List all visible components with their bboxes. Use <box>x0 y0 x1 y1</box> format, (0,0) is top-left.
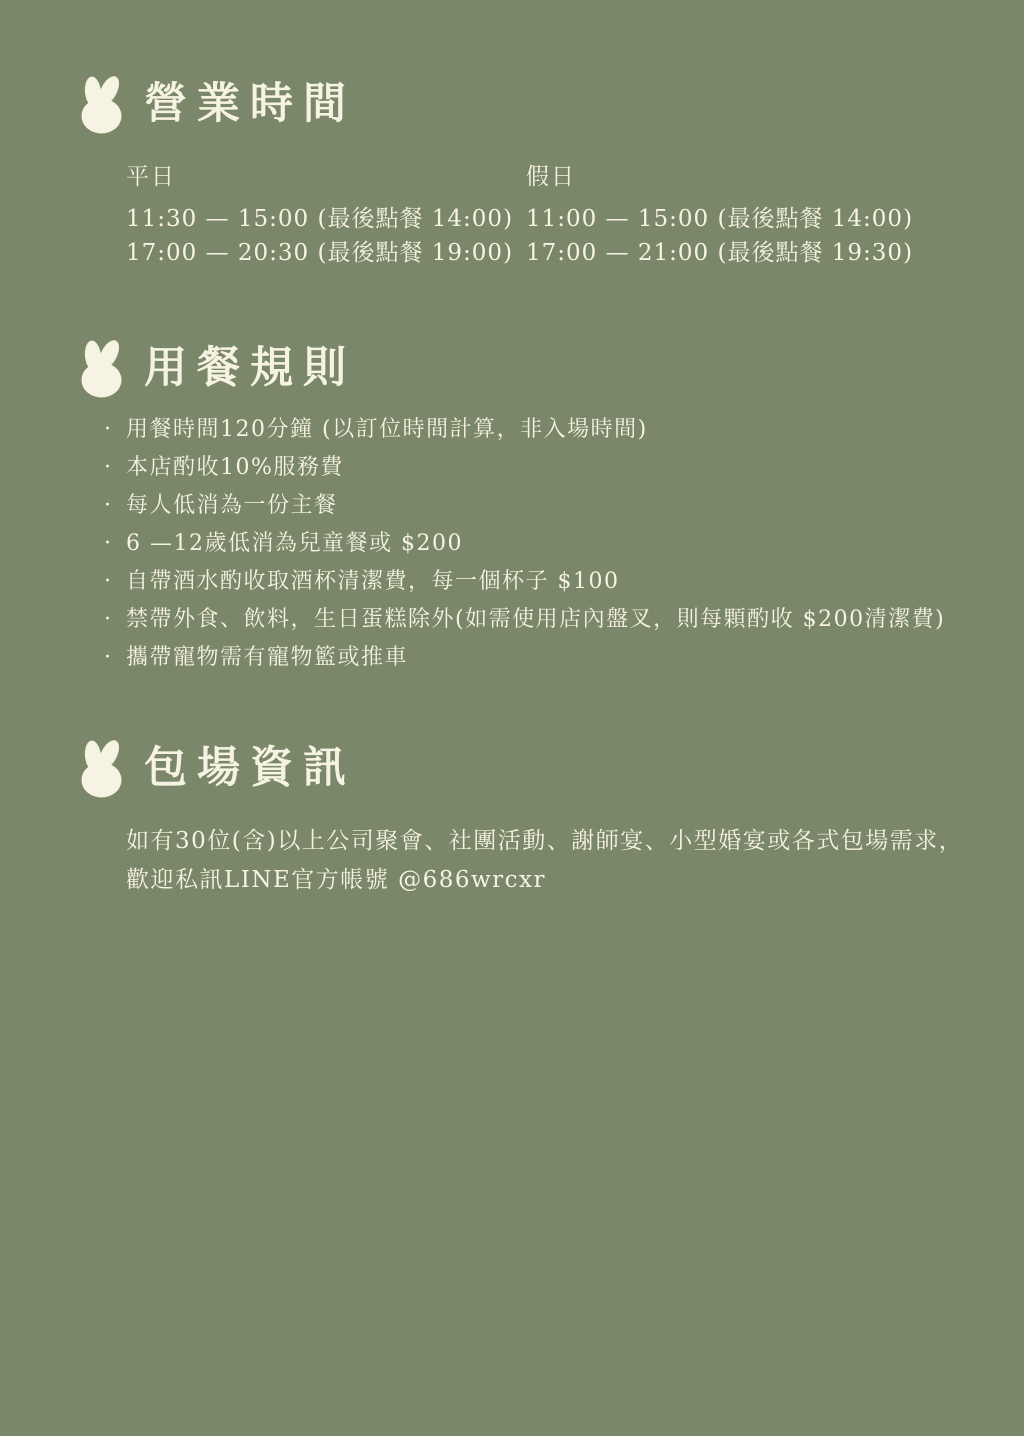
hours-holiday-column <box>526 164 926 270</box>
hours-holiday-label: 假日 <box>526 164 576 190</box>
rabbit-icon <box>76 740 128 798</box>
rule-item <box>104 456 1024 480</box>
section-title-rules: 用餐規則 <box>144 343 356 394</box>
hours-weekday-line1: 11:30 — 15:00 (最後點餐 14:00) <box>126 206 514 232</box>
bullet-dot: · <box>104 645 113 670</box>
rule-item <box>104 608 1024 632</box>
bullet-dot: · <box>104 455 113 480</box>
section-title-private: 包場資訊 <box>144 743 356 794</box>
section-title-hours: 營業時間 <box>144 79 356 130</box>
hours-grid <box>126 164 1024 270</box>
rule-item <box>104 570 1024 594</box>
section-header-private <box>76 740 1024 798</box>
rule-item <box>104 418 1024 442</box>
private-info-line1: 如有30位(含)以上公司聚會、社團活動、謝師宴、小型婚宴或各式包場需求， <box>126 828 964 854</box>
rule-text: 用餐時間120分鐘 (以訂位時間計算，非入場時間) <box>126 417 648 442</box>
rule-text: 本店酌收10%服務費 <box>126 455 344 480</box>
hours-weekday-label: 平日 <box>126 164 176 190</box>
hours-holiday-line2: 17:00 — 21:00 (最後點餐 19:30) <box>526 240 914 266</box>
hours-holiday-line1: 11:00 — 15:00 (最後點餐 14:00) <box>526 206 914 232</box>
section-header-hours <box>76 76 1024 134</box>
rule-text: 攜帶寵物需有寵物籃或推車 <box>126 645 409 670</box>
rules-list <box>0 418 1024 670</box>
rabbit-icon <box>76 340 128 398</box>
rule-text: 6 —12歲低消為兒童餐或 $200 <box>126 531 463 556</box>
bullet-dot: · <box>104 493 113 518</box>
rabbit-icon <box>76 76 128 134</box>
rule-text: 禁帶外食、飲料，生日蛋糕除外(如需使用店內盤叉，則每顆酌收 $200清潔費) <box>126 607 946 632</box>
rule-text: 自帶酒水酌收取酒杯清潔費，每一個杯子 $100 <box>126 569 620 594</box>
rule-item <box>104 494 1024 518</box>
hours-weekday-column <box>126 164 526 270</box>
private-event-info <box>126 822 1024 900</box>
bullet-dot: · <box>104 607 113 632</box>
hours-weekday-line2: 17:00 — 20:30 (最後點餐 19:00) <box>126 240 514 266</box>
section-header-rules <box>76 340 1024 398</box>
rule-item <box>104 646 1024 670</box>
bullet-dot: · <box>104 569 113 594</box>
bullet-dot: · <box>104 531 113 556</box>
rule-item <box>104 532 1024 556</box>
bullet-dot: · <box>104 417 113 442</box>
rule-text: 每人低消為一份主餐 <box>126 493 338 518</box>
private-info-line2: 歡迎私訊LINE官方帳號 @686wrcxr <box>126 867 547 893</box>
